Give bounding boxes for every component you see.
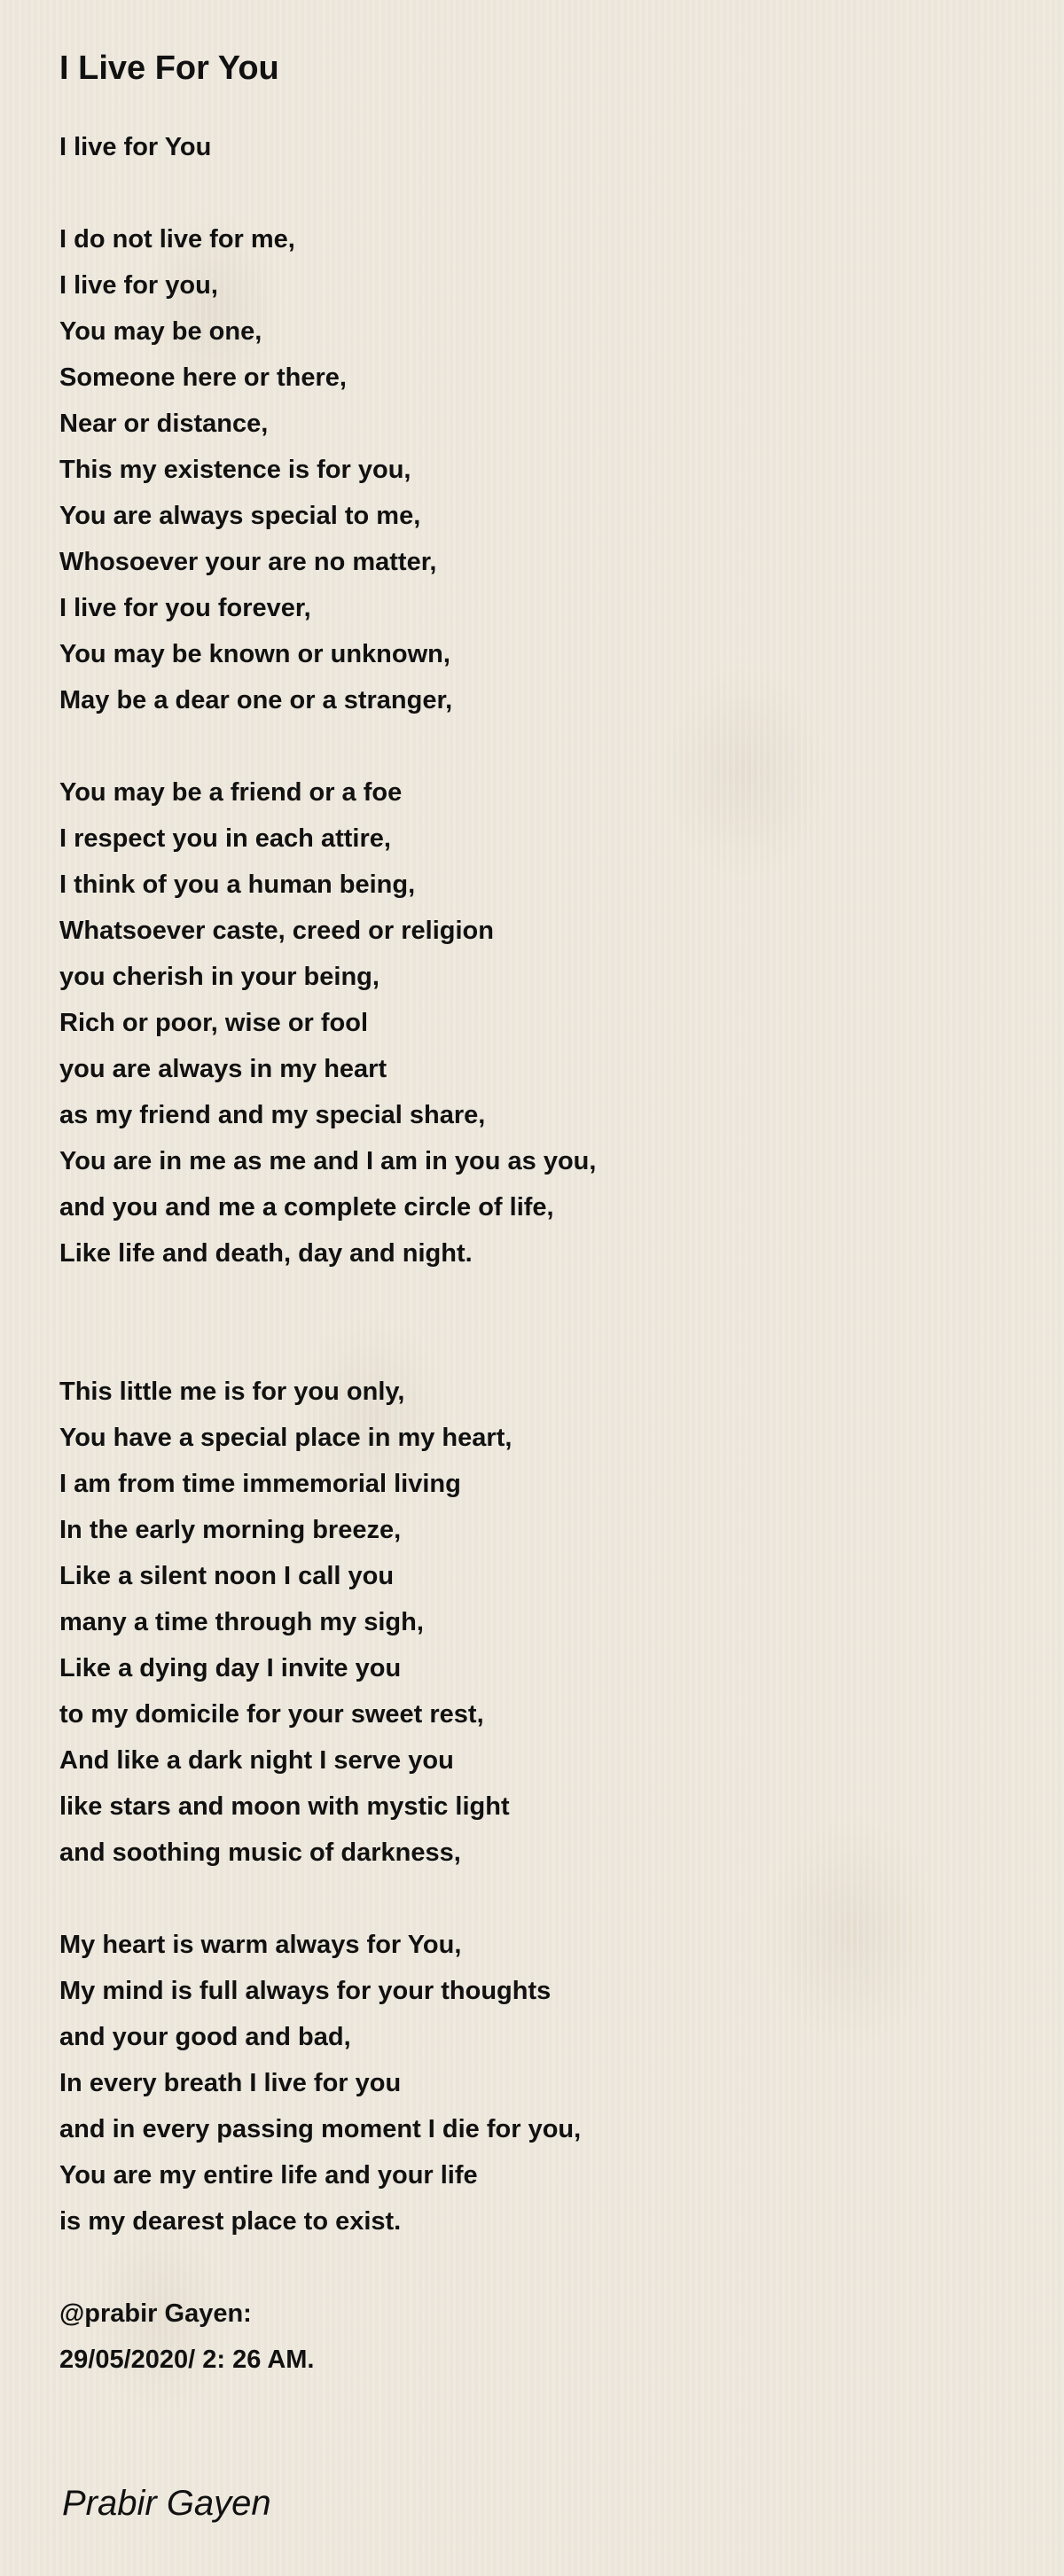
poem-line: as my friend and my special share,: [59, 1101, 486, 1129]
poem-line: You may be one,: [59, 317, 262, 346]
author-signature: Prabir Gayen: [62, 2484, 271, 2523]
poem-line: Like life and death, day and night.: [59, 1239, 473, 1268]
poem-line: I live for you,: [59, 271, 218, 300]
poem-line: You have a special place in my heart,: [59, 1424, 512, 1452]
poem-line: you cherish in your being,: [59, 963, 379, 991]
poem-line: In the early morning breeze,: [59, 1516, 402, 1544]
poem-line: And like a dark night I serve you: [59, 1746, 454, 1775]
poem-line: many a time through my sigh,: [59, 1608, 424, 1636]
poem-body: [59, 124, 1017, 2383]
poem-line: @prabir Gayen:: [59, 2299, 252, 2328]
poem-line: and your good and bad,: [59, 2023, 351, 2051]
poem-line: is my dearest place to exist.: [59, 2207, 402, 2236]
poem-line: I live for you forever,: [59, 594, 311, 622]
poem-line: like stars and moon with mystic light: [59, 1792, 510, 1821]
poem-line: I do not live for me,: [59, 225, 295, 254]
poem-line: Like a dying day I invite you: [59, 1654, 402, 1682]
poem-line: you are always in my heart: [59, 1055, 387, 1083]
stanza-break: [59, 1276, 1017, 1323]
poem-line: 29/05/2020/ 2: 26 AM.: [59, 2346, 315, 2374]
poem-line: and in every passing moment I die for you,: [59, 2115, 582, 2143]
poem-line: You may be known or unknown,: [59, 640, 450, 668]
poem-line: I live for You: [59, 133, 212, 161]
poem-line: In every breath I live for you: [59, 2069, 402, 2097]
stanza-break: [59, 1323, 1017, 1369]
poem-line: Like a silent noon I call you: [59, 1562, 395, 1590]
poem-line: Whatsoever caste, creed or religion: [59, 917, 494, 945]
poem-line: to my domicile for your sweet rest,: [59, 1700, 484, 1729]
poem-line: You are my entire life and your life: [59, 2161, 478, 2190]
poem-line: My mind is full always for your thoughts: [59, 1977, 552, 2005]
poem-container: [59, 44, 1017, 2383]
poem-line: You are in me as me and I am in you as you,: [59, 1147, 597, 1175]
poem-line: This my existence is for you,: [59, 456, 411, 484]
poem-line: Rich or poor, wise or fool: [59, 1009, 369, 1037]
poem-line: I think of you a human being,: [59, 870, 416, 899]
poem-line: Whosoever your are no matter,: [59, 548, 437, 576]
stanza-break: [59, 1876, 1017, 1922]
poem-line: You may be a friend or a foe: [59, 778, 403, 807]
poem-line: May be a dear one or a stranger,: [59, 686, 453, 714]
poem-line: Near or distance,: [59, 410, 269, 438]
poem-line: and soothing music of darkness,: [59, 1838, 461, 1867]
poem-title: I Live For You: [59, 50, 279, 87]
poem-line: I respect you in each attire,: [59, 824, 391, 853]
poem-line: This little me is for you only,: [59, 1378, 405, 1406]
poem-line: You are always special to me,: [59, 502, 421, 530]
stanza-break: [59, 170, 1017, 216]
poem-line: Someone here or there,: [59, 363, 347, 392]
poem-line: I am from time immemorial living: [59, 1470, 461, 1498]
poem-line: My heart is warm always for You,: [59, 1931, 462, 1959]
poem-line: and you and me a complete circle of life,: [59, 1193, 554, 1222]
stanza-break: [59, 2244, 1017, 2291]
stanza-break: [59, 723, 1017, 769]
